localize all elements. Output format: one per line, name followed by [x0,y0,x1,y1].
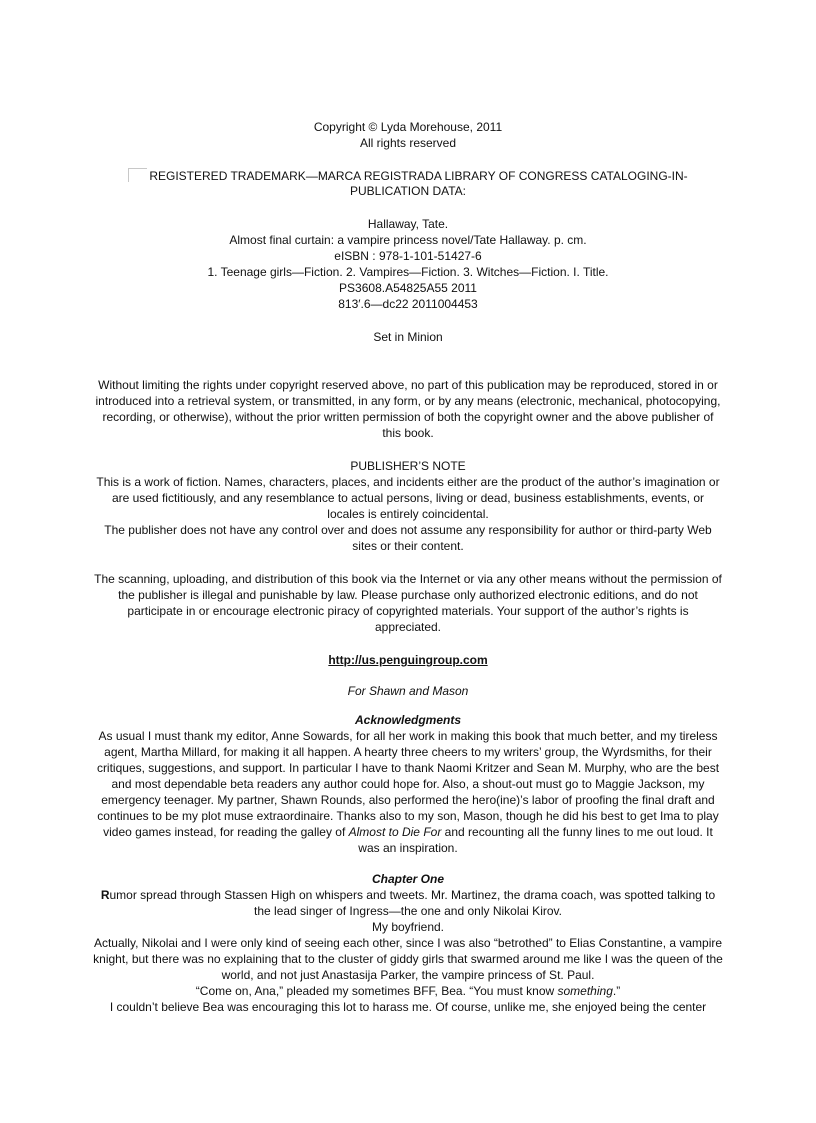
catalog-subjects: 1. Teenage girls—Fiction. 2. Vampires—Fiction. 3. Witches—Fiction. I. Title. [207,265,609,279]
dedication: For Shawn and Mason [347,684,469,698]
copyright-line: Copyright © Lyda Morehouse, 2011 [313,120,503,134]
chapter-paragraph-1 [92,887,724,919]
acknowledgments-heading: Acknowledgments [354,713,462,727]
drop-cap: R [100,888,110,902]
trademark-text: REGISTERED TRADEMARK—MARCA REGISTRADA LIBRARY OF CONGRESS CATALOGING-IN- [149,169,688,183]
acknowledgments-text [92,728,724,856]
scanning-notice: The scanning, uploading, and distribution of this book via the Internet or via any other means without the permission of the publisher is illegal and punishable by law. Please purchase only authorized electronic editions, and do not participate in or encourage electronic piracy of copyrighted materials. Your support of the author’s rights is appreciated. [94,572,722,634]
emphasized-word: something [557,984,613,998]
typeface-note: Set in Minion [373,330,443,344]
web-disclaimer: The publisher does not have any control over and does not assume any responsibility for author or third-party Web sites or their content. [104,523,712,553]
chapter-heading: Chapter One [371,872,444,886]
chapter-paragraph-4 [90,983,726,999]
trademark-symbol-placeholder [128,168,147,182]
catalog-title: Almost final curtain: a vampire princess novel/Tate Hallaway. p. cm. [229,233,587,247]
rights-reserved-line: All rights reserved [359,136,457,150]
rights-notice: Without limiting the rights under copyright reserved above, no part of this publication may be reproduced, stored in or introduced into a retrieval system, or transmitted, in any form, or by any means (electronic, mechanical, photocopying, recording, or otherwise), without the prior written permission of both the copyright owner and the above publisher of this book. [95,378,721,440]
chapter-paragraph-5: I couldn’t believe Bea was encouraging this lot to harass me. Of course, unlike me, she enjoyed being the center [109,1000,707,1014]
chapter-paragraph-1-text: umor spread through Stassen High on whispers and tweets. Mr. Martinez, the drama coach, was spotted talking to the lead singer of Ingress—the one and only Nikolai Kirov. [109,888,716,918]
fiction-disclaimer: This is a work of fiction. Names, characters, places, and incidents either are the product of the author’s imagination or are used fictitiously, and any resemblance to actual persons, living or dead, business establishments, events, or locales is entirely coincidental. [96,475,720,521]
cip-data-line: PUBLICATION DATA: [349,184,466,198]
acknowledgments-text-start: As usual I must thank my editor, Anne Sowards, for all her work in making this book that much better, and my tireless agent, Martha Millard, for making it all happen. A hearty three cheers to my writers’ group, the Wyrdsmiths, for their critiques, suggestions, and support. In particular I have to thank Naomi Kritzer and Sean M. Murphy, who are the best and most dependable beta readers any author could hope for. Also, a shout-out must go to Maggie Jackson, my emergency teenager. My partner, Shawn Rounds, also performed the hero(ine)’s labor of proofing the final draft and continues to be my plot muse extraordinaire. Thanks also to my son, Mason, though he did his best to get Ima to play video games instead, for reading the galley of [96,729,720,839]
chapter-paragraph-3: Actually, Nikolai and I were only kind of seeing each other, since I was also “betrothed” to Elias Constantine, a vampire knight, but there was no explaining that to the cluster of giddy girls that swarmed around me like I was the queen of the world, and not just Anastasija Parker, the vampire princess of St. Paul. [93,936,723,982]
book-title-reference: Almost to Die For [348,825,442,839]
publisher-website-link[interactable]: http://us.penguingroup.com [328,653,488,667]
chapter-paragraph-2: My boyfriend. [371,920,445,934]
catalog-lc-number: PS3608.A54825A55 2011 [339,281,477,295]
acknowledgments-text-end: and recounting all the funny lines to me out loud. It was an inspiration. [358,825,713,855]
catalog-author: Hallaway, Tate. [367,217,449,231]
publishers-note-heading: PUBLISHER’S NOTE [350,459,466,473]
trademark-line [90,168,726,184]
dialogue-start: “Come on, Ana,” pleaded my sometimes BFF, Bea. “You must know [195,984,558,998]
publisher-website-line [90,652,726,668]
dialogue-end: .” [612,984,621,998]
catalog-dewey-number: 813′.6—dc22 2011004453 [338,297,478,311]
catalog-isbn: eISBN : 978-1-101-51427-6 [334,249,482,263]
